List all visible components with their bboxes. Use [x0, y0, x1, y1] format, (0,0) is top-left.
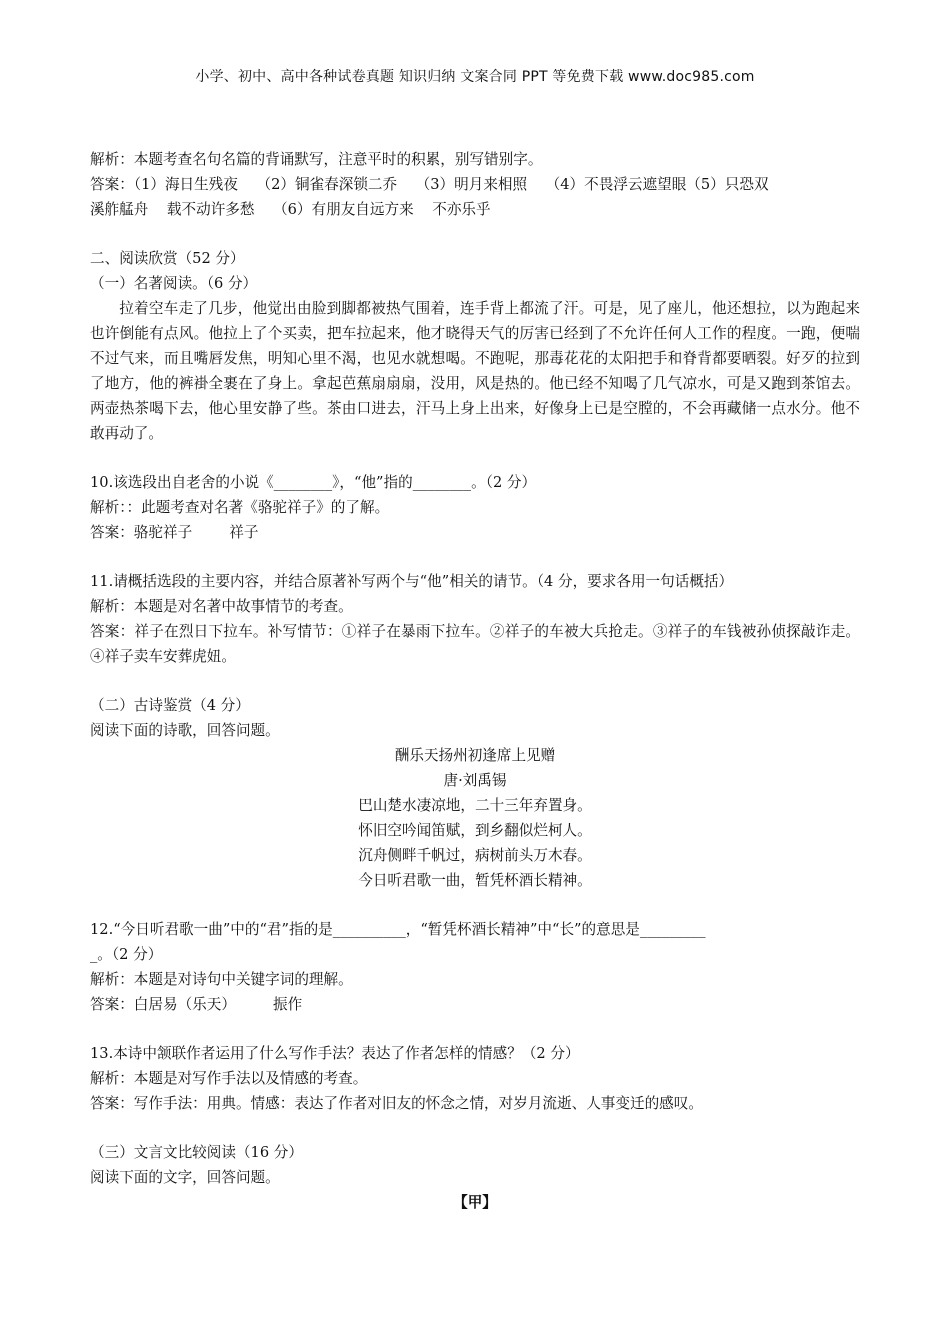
part2-title: （二）古诗鉴赏（4 分） [90, 697, 250, 714]
passage-marker-jia: 【甲】 [453, 1194, 497, 1211]
q13-question: 13.本诗中颔联作者运用了什么写作手法？表达了作者怎样的情感？（2 分） [90, 1045, 580, 1062]
q12-answer: 答案：白居易（乐天） 振作 [90, 996, 303, 1013]
q9-answer-line2: 溪舴艋舟 载不动许多愁 （6）有朋友自远方来 不亦乐乎 [90, 201, 491, 218]
q10-question: 10.该选段出自老舍的小说《________》，“他”指的________。（2 分） [90, 474, 537, 491]
poem-title: 酬乐天扬州初逢席上见赠 [394, 747, 556, 764]
q12-analysis: 解析：本题是对诗句中关键字词的理解。 [90, 971, 353, 988]
poem-line: 巴山楚水凄凉地，二十三年弃置身。 [358, 797, 592, 814]
part3-instruction: 阅读下面的文字，回答问题。 [90, 1169, 280, 1186]
part1-title: （一）名著阅读。（6 分） [90, 275, 258, 292]
reading-passage: 拉着空车走了几步，他觉出由脸到脚都被热气围着，连手背上都流了汗。可是，见了座儿，他还想拉，以为跑起来也许倒能有点风。他拉上了个买卖，把车拉起来，他才晓得天气的厉害已经到了不允许任何人工作的程度。一跑，便喘不过气来，而且嘴唇发焦，明知心里不渴，也见水就想喝。不跑呢，那毒花花的太阳把手和脊背都要晒裂。好歹的拉到了地方，他的裤褂全裹在了身上。拿起芭蕉扇扇扇，没用，风是热的。他已经不知喝了几气凉水，可是又跑到茶馆去。两壶热茶喝下去，他心里安静了些。茶由口进去，汗马上身上出来，好像身上已是空膛的，不会再藏储一点水分。他不敢再动了。 [90, 300, 860, 442]
q13-analysis: 解析：本题是对写作手法以及情感的考查。 [90, 1070, 368, 1087]
q12-question-line2: _。（2 分） [90, 946, 163, 963]
q9-analysis: 解析：本题考查名句名篇的背诵默写，注意平时的积累，别写错别字。 [90, 151, 543, 168]
poem-line: 怀旧空吟闻笛赋，到乡翻似烂柯人。 [358, 822, 592, 839]
q11-answer: 答案：祥子在烈日下拉车。补写情节：①祥子在暴雨下拉车。②祥子的车被大兵抢走。③祥子的车钱被孙侦探敲诈走。④祥子卖车安葬虎妞。 [90, 623, 860, 665]
document-body [90, 147, 860, 1215]
q11-analysis: 解析：本题是对名著中故事情节的考查。 [90, 598, 353, 615]
page-header: 小学、初中、高中各种试卷真题 知识归纳 文案合同 PPT 等免费下载 www.doc985.com [195, 69, 755, 85]
q11-question: 11.请概括选段的主要内容，并结合原著补写两个与“他”相关的请节。（4 分，要求各用一句话概括） [90, 573, 734, 590]
section2-title: 二、阅读欣赏（52 分） [90, 250, 245, 267]
part3-title: （三）文言文比较阅读（16 分） [90, 1144, 303, 1161]
poem-line: 沉舟侧畔千帆过，病树前头万木春。 [358, 847, 592, 864]
q10-answer: 答案：骆驼祥子 祥子 [90, 524, 259, 541]
poem-author: 唐·刘禹锡 [443, 772, 507, 789]
q12-question-line1: 12.“今日听君歌一曲”中的“君”指的是__________，“暂凭杯酒长精神”中“长”的意思是_________ [90, 921, 706, 938]
part2-instruction: 阅读下面的诗歌，回答问题。 [90, 722, 280, 739]
poem-line: 今日听君歌一曲，暂凭杯酒长精神。 [358, 872, 592, 889]
q13-answer: 答案：写作手法：用典。情感：表达了作者对旧友的怀念之情，对岁月流逝、人事变迁的感叹。 [90, 1095, 703, 1112]
q10-analysis: 解析：：此题考查对名著《骆驼祥子》的了解。 [90, 499, 390, 516]
q9-answer-line1: 答案：（1）海日生残夜 （2）铜雀春深锁二乔 （3）明月来相照 （4）不畏浮云遮望眼（5）只恐双 [90, 176, 769, 193]
